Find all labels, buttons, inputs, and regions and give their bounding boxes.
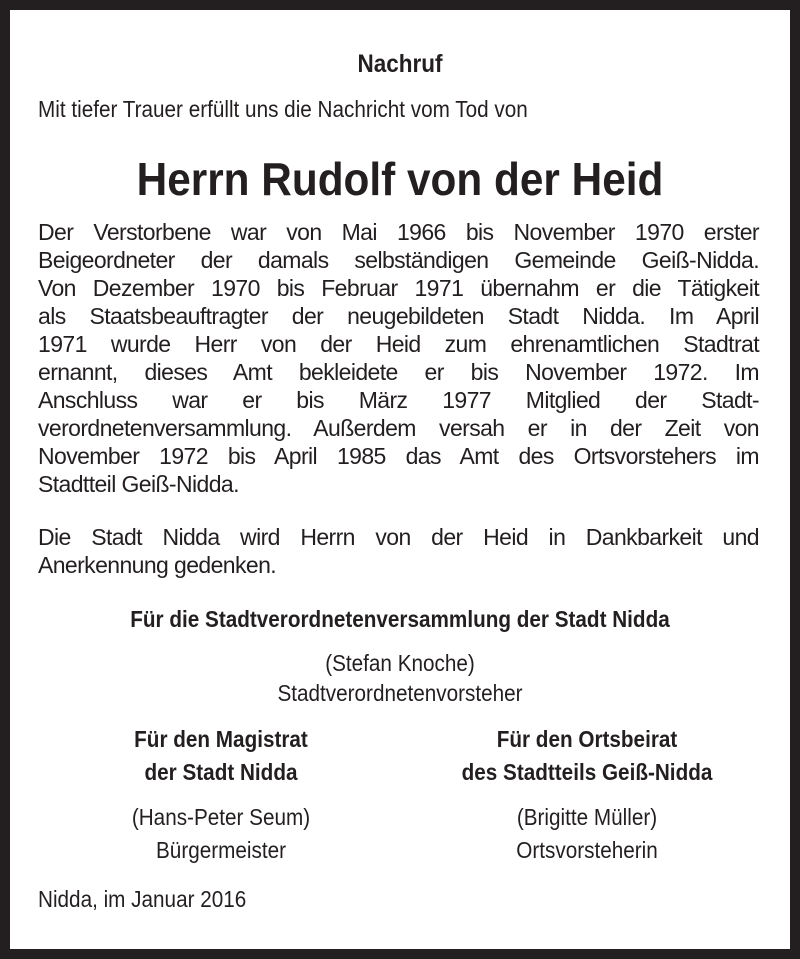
magistrat-signer: (Hans-Peter Seum) [131,804,311,830]
assembly-heading: Für die Stadtverordnetenversammlung der Stadt Nidda [130,606,670,632]
gratitude-paragraph [38,523,759,579]
ortsbeirat-signer: (Brigitte Müller) [516,804,658,830]
assembly-role: Stadtverordnetenvorsteher [277,680,523,706]
text-line: Die Stadt Nidda wird Herrn von der Heid in Dankbarkeit und [38,524,759,550]
magistrat-signature-block [26,723,416,867]
assembly-signer: (Stefan Knoche) [325,650,475,676]
obituary-notice [10,10,790,949]
text-line: November 1972 bis April 1985 das Amt des Ortsvorstehers im [38,443,759,469]
ortsbeirat-heading: des Stadtteils Geiß-Nidda [461,759,713,785]
notice-heading: Nachruf [357,50,443,78]
deceased-name: Herrn Rudolf von der Heid [136,153,664,205]
text-line: Beigeordneter der damals selbständigen Gemeinde Geiß-Nidda. [38,247,759,273]
text-line: als Staatsbeauftragter der neugebildeten Stadt Nidda. Im April [38,303,759,329]
biography-paragraph [38,218,759,498]
text-line: Von Dezember 1970 bis Februar 1971 übernahm er die Tätigkeit [38,275,759,301]
place-date: Nidda, im Januar 2016 [38,886,247,912]
text-line: Anerkennung gedenken. [38,552,277,578]
text-line: Der Verstorbene war von Mai 1966 bis November 1970 erster [38,219,759,245]
ortsbeirat-heading: Für den Ortsbeirat [496,726,678,752]
magistrat-heading: Für den Magistrat [134,726,308,752]
text-line: Stadtteil Geiß-Nidda. [38,471,239,497]
text-line: Anschluss war er bis März 1977 Mitglied der Stadt- [38,387,759,413]
ortsbeirat-role: Ortsvorsteherin [516,837,658,863]
magistrat-heading: der Stadt Nidda [144,759,298,785]
text-line: verordnetenversammlung. Außerdem versah er in der Zeit von [38,415,759,441]
ortsbeirat-signature-block [392,723,782,867]
text-line: ernannt, dieses Amt bekleidete er bis November 1972. Im [38,359,759,385]
magistrat-role: Bürgermeister [156,837,286,863]
text-line: 1971 wurde Herr von der Heid zum ehrenamtlichen Stadtrat [38,331,759,357]
intro-text: Mit tiefer Trauer erfüllt uns die Nachricht vom Tod von [38,96,528,122]
